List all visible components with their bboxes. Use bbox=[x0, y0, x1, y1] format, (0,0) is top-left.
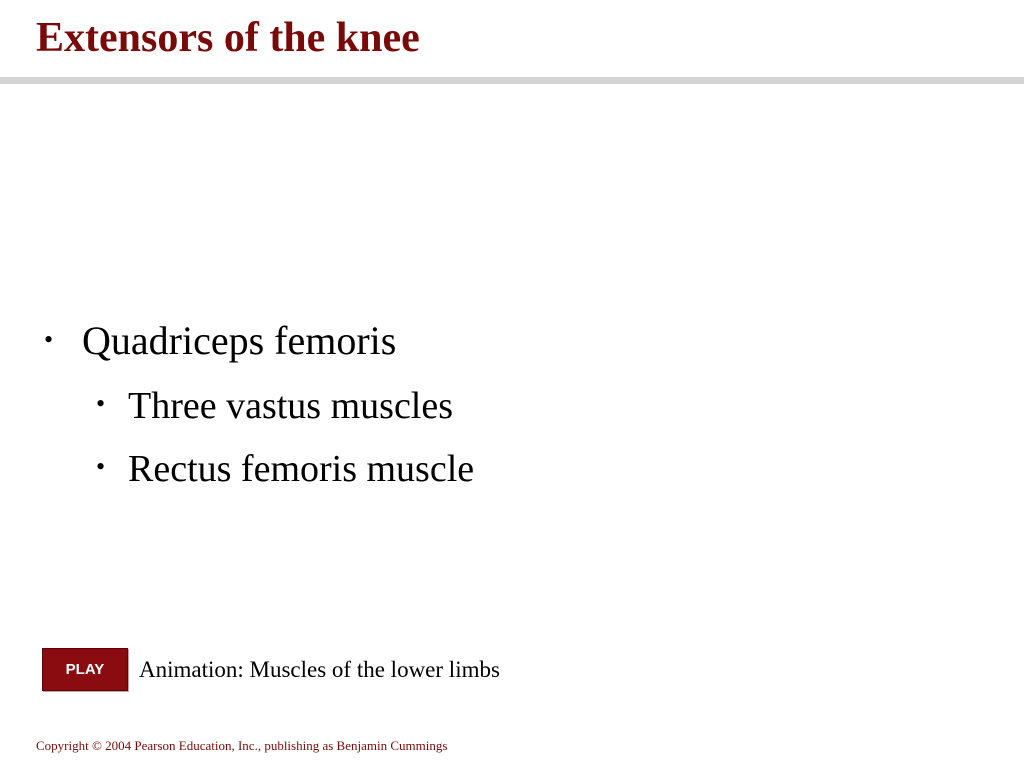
bullet-marker: • bbox=[96, 452, 106, 481]
bullet-item-rectus bbox=[96, 443, 474, 493]
bullet-marker: • bbox=[96, 389, 106, 418]
bullet-item-quadriceps bbox=[44, 316, 396, 365]
animation-link[interactable]: Animation: Muscles of the lower limbs bbox=[139, 657, 500, 682]
slide-title: Extensors of the knee bbox=[36, 15, 420, 61]
bullet-item-vastus bbox=[96, 380, 453, 430]
bullet-text: Three vastus muscles bbox=[128, 385, 454, 427]
copyright-notice: Copyright © 2004 Pearson Education, Inc., publishing as Benjamin Cummings bbox=[36, 738, 448, 753]
bullet-marker: • bbox=[44, 325, 54, 354]
play-button[interactable]: PLAY bbox=[42, 648, 128, 691]
bullet-text: Quadriceps femoris bbox=[82, 318, 397, 363]
bullet-text: Rectus femoris muscle bbox=[128, 448, 475, 490]
title-divider bbox=[0, 77, 1024, 84]
